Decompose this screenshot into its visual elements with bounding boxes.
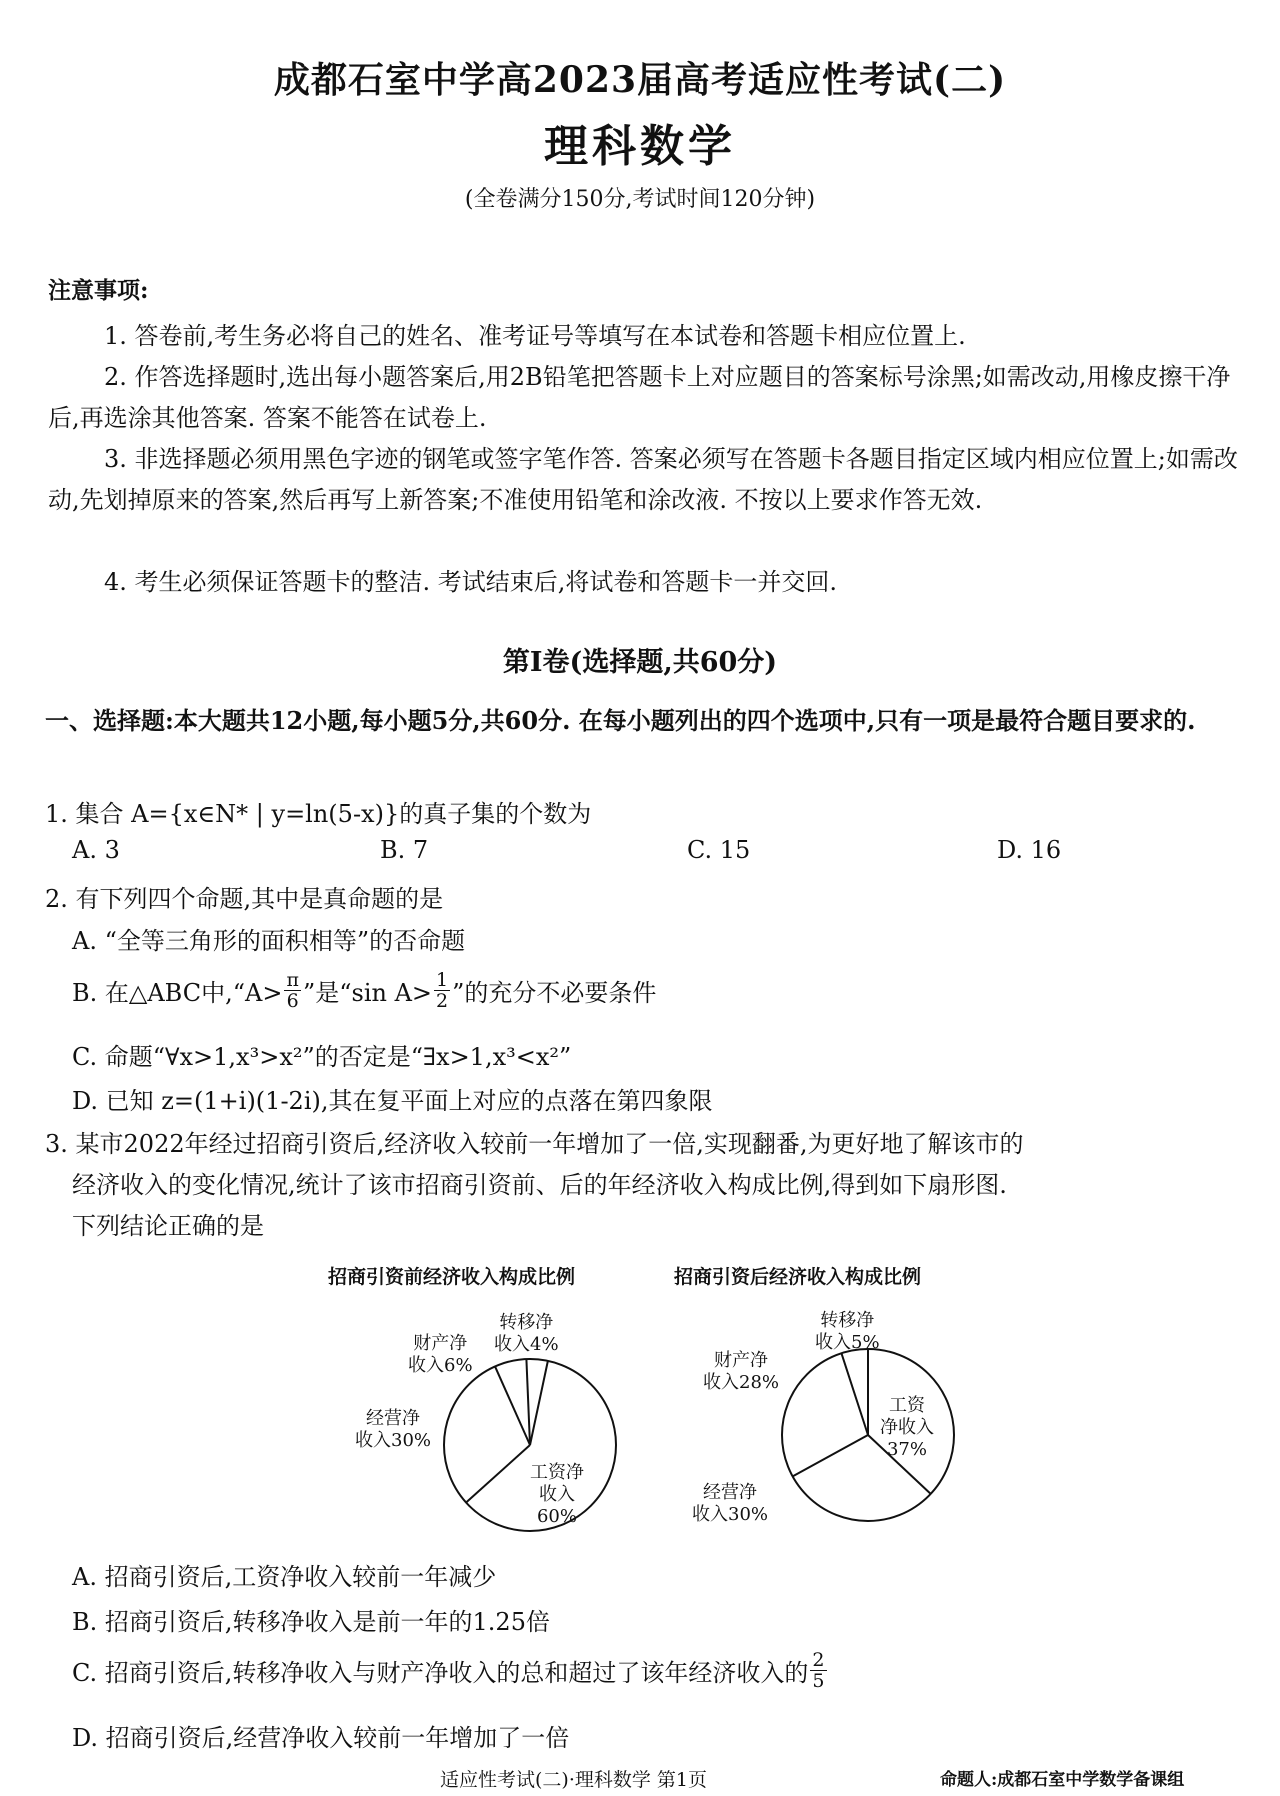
q3-stem-line-2: 经济收入的变化情况,统计了该市招商引资前、后的年经济收入构成比例,得到如下扇形图. xyxy=(72,1171,1007,1199)
fraction-numerator: π xyxy=(286,969,299,991)
q2-option-d: D. 已知 z=(1+i)(1-2i),其在复平面上对应的点落在第四象限 xyxy=(72,1087,713,1115)
q3-option-c xyxy=(72,1650,829,1691)
q3-stem-line-1: 3. 某市2022年经过招商引资后,经济收入较前一年增加了一倍,实现翻番,为更好地了解该市的 xyxy=(45,1130,1024,1158)
q1-option-a: A. 3 xyxy=(72,836,120,864)
label-line: 转移净 xyxy=(820,1310,875,1331)
q3-option-c-text: C. 招商引资后,转移净收入与财产净收入的总和超过了该年经济收入的 xyxy=(72,1659,809,1687)
label-line: 经营净 xyxy=(366,1408,420,1429)
pie-before-slice-boundary xyxy=(466,1445,530,1503)
subject-title: 理科数学 xyxy=(544,121,736,172)
label-line: 收入28% xyxy=(703,1372,780,1393)
pie-before-slice-boundary xyxy=(495,1366,530,1445)
label-line: 工资 xyxy=(889,1395,925,1416)
fraction-denominator: 2 xyxy=(436,990,449,1012)
pie-after-title: 招商引资后经济收入构成比例 xyxy=(674,1266,922,1288)
q1-stem: 1. 集合 A={x∈N* | y=ln(5-x)}的真子集的个数为 xyxy=(45,800,592,828)
label-line: 收入30% xyxy=(692,1504,769,1525)
q2-option-b xyxy=(72,970,656,1011)
section-intro: 一、选择题:本大题共12小题,每小题5分,共60分. 在每小题列出的四个选项中,只有一项是最符合题目要求的. xyxy=(45,706,1196,735)
pie-before-slice-boundary xyxy=(526,1359,530,1445)
pie-before-label-property xyxy=(408,1333,473,1377)
label-line: 工资净 xyxy=(530,1462,584,1483)
pie-after-label-transfer xyxy=(815,1310,880,1354)
label-line: 净收入 xyxy=(880,1417,934,1438)
q2-option-c: C. 命题“∀x>1,x³>x²”的否定是“∃x>1,x³<x²” xyxy=(72,1043,572,1071)
label-line: 收入30% xyxy=(355,1430,432,1451)
section-title: 第Ⅰ卷(选择题,共60分) xyxy=(502,647,778,678)
q3-option-d: D. 招商引资后,经营净收入较前一年增加了一倍 xyxy=(72,1724,570,1752)
q2-option-b-text-2: ”是“sin A> xyxy=(302,979,433,1007)
exam-title: 成都石室中学高2023届高考适应性考试(二) xyxy=(273,59,1007,101)
q1-option-b: B. 7 xyxy=(380,836,429,864)
pie-after-slice-boundary xyxy=(793,1435,868,1476)
fraction-numerator: 1 xyxy=(436,969,449,991)
label-line: 转移净 xyxy=(499,1312,554,1333)
q2-option-b-fraction-2 xyxy=(434,970,450,1011)
pie-after-slice-boundary xyxy=(841,1353,868,1435)
q3-option-b: B. 招商引资后,转移净收入是前一年的1.25倍 xyxy=(72,1608,550,1636)
footer-author: 命题人:成都石室中学数学备课组 xyxy=(940,1770,1185,1790)
note-item-2: 2. 作答选择题时,选出每小题答案后,用2B铅笔把答题卡上对应题目的答案标号涂黑;如需改动,用橡皮擦干净后,再选涂其他答案. 答案不能答在试卷上. xyxy=(48,363,1231,432)
q1-option-d: D. 16 xyxy=(997,836,1062,864)
fraction-denominator: 5 xyxy=(812,1670,825,1692)
pie-after-label-wage xyxy=(880,1395,934,1461)
fraction-denominator: 6 xyxy=(286,990,299,1012)
pie-after-label-property xyxy=(703,1350,779,1394)
label-line: 财产净 xyxy=(714,1350,768,1371)
note-item-1: 1. 答卷前,考生务必将自己的姓名、准考证号等填写在本试卷和答题卡相应位置上. xyxy=(104,322,966,350)
label-line: 收入4% xyxy=(494,1334,559,1355)
notes-heading: 注意事项: xyxy=(48,277,149,304)
label-line: 收入5% xyxy=(815,1332,880,1353)
note-item-3: 3. 非选择题必须用黑色字迹的钢笔或签字笔作答. 答案必须写在答题卡各题目指定区域内相应位置上;如需改动,先划掉原来的答案,然后再写上新答案;不准使用铅笔和涂改液. 不按以上要求作答无效. xyxy=(48,445,1238,514)
note-item-4: 4. 考生必须保证答题卡的整洁. 考试结束后,将试卷和答题卡一并交回. xyxy=(104,568,838,596)
pie-after-label-business xyxy=(692,1482,768,1526)
pie-before-slice-boundary xyxy=(530,1361,548,1445)
pie-before-label-wage xyxy=(530,1462,584,1528)
q2-stem: 2. 有下列四个命题,其中是真命题的是 xyxy=(45,885,444,913)
q2-option-b-text-1: B. 在△ABC中,“A> xyxy=(72,979,283,1007)
q2-option-b-text-3: ”的充分不必要条件 xyxy=(452,979,657,1007)
label-line: 财产净 xyxy=(413,1333,468,1354)
pie-before-label-business xyxy=(355,1408,431,1452)
pie-before-title: 招商引资前经济收入构成比例 xyxy=(328,1266,576,1288)
q3-option-c-fraction xyxy=(810,1650,826,1691)
exam-subtitle: (全卷满分150分,考试时间120分钟) xyxy=(464,187,816,212)
q3-stem-line-3: 下列结论正确的是 xyxy=(72,1212,264,1240)
label-line: 60% xyxy=(536,1506,577,1527)
q2-option-b-fraction-1 xyxy=(284,970,301,1011)
q2-option-a: A. “全等三角形的面积相等”的否命题 xyxy=(72,927,466,955)
label-line: 收入 xyxy=(539,1484,575,1505)
label-line: 37% xyxy=(886,1439,927,1460)
fraction-numerator: 2 xyxy=(812,1649,825,1671)
pie-before-label-transfer xyxy=(494,1312,559,1356)
q3-option-a: A. 招商引资后,工资净收入较前一年减少 xyxy=(72,1563,497,1591)
label-line: 经营净 xyxy=(703,1482,757,1503)
footer-page-info: 适应性考试(二)·理科数学 第1页 xyxy=(440,1769,707,1791)
q1-option-c: C. 15 xyxy=(687,836,751,864)
label-line: 收入6% xyxy=(408,1355,473,1376)
